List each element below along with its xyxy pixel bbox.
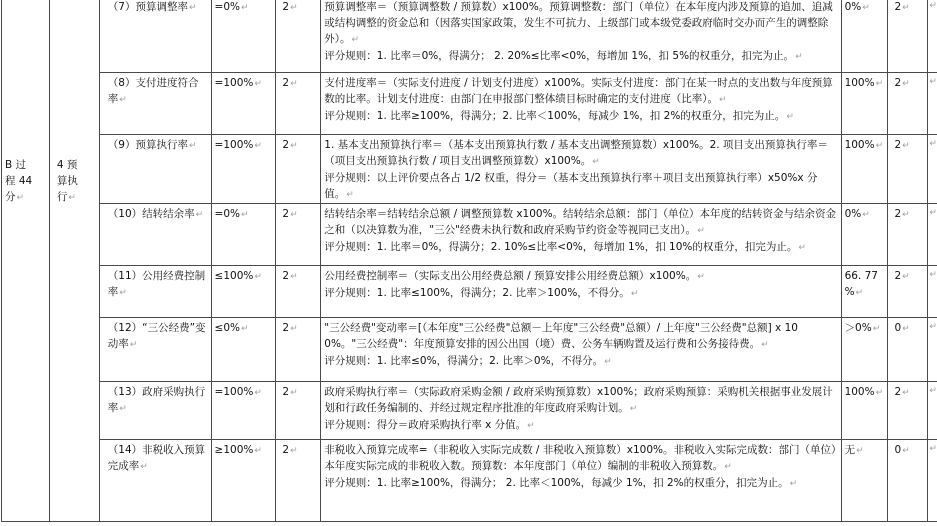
description-paragraph: [324, 239, 837, 256]
indicator-name-cell: [99, 440, 211, 522]
paragraph-mark: ↵: [697, 226, 705, 236]
indicator-name-cell: [99, 318, 211, 382]
paragraph-mark: ↵: [346, 190, 354, 200]
actual-value-text: 0%: [844, 208, 862, 220]
indicator-name-cell: [99, 382, 211, 440]
indicator-name-cell: [99, 204, 211, 266]
paragraph-mark: ↵: [254, 388, 262, 398]
standard-value-text: =100%: [214, 139, 254, 151]
paragraph-mark: ↵: [119, 288, 127, 298]
paragraph-mark: ↵: [290, 3, 298, 13]
weight-cell: [276, 135, 321, 204]
paragraph-mark: ↵: [290, 324, 298, 334]
description-cell: [321, 135, 841, 204]
table-row: [2, 204, 937, 266]
actual-value-text: 100%: [844, 77, 875, 89]
row-end-mark: ↵: [929, 208, 937, 218]
standard-value-text: ≤0%: [214, 322, 240, 334]
weight-text: 2: [282, 386, 290, 398]
paragraph-mark: ↵: [140, 462, 148, 472]
actual-value-text: ＞0%: [844, 322, 872, 334]
description-text: 预算调整率＝（预算调整数 / 预算数）x100%。预算调整数：部门（单位）在本年度内涉及预算的追加、追减或结构调整的资金总和（因落实国家政策，发生不可抗力、上级部门或本级党委政府临时交办而产生的调整除外）。: [324, 1, 833, 45]
paragraph-mark: ↵: [290, 272, 298, 282]
description-cell: [321, 318, 841, 382]
weight-text: 2: [282, 77, 290, 89]
weight-cell: [276, 73, 321, 135]
paragraph-mark: ↵: [195, 210, 204, 220]
weight-cell: [276, 440, 321, 522]
paragraph-mark: ↵: [902, 446, 910, 456]
actual-value-text: 100%: [844, 139, 875, 151]
paragraph-mark: ↵: [875, 79, 884, 89]
indicator-name-text: （10）结转结余率: [107, 208, 195, 220]
indicator-name-text: （12）“三公经费”变动率: [107, 322, 206, 350]
actual-value-cell: [841, 382, 888, 440]
paragraph-mark: ↵: [902, 324, 910, 334]
paragraph-mark: ↵: [856, 446, 864, 456]
category-cell: [2, 0, 50, 522]
score-cell: [888, 440, 928, 522]
paragraph-mark: ↵: [592, 157, 600, 167]
row-end-mark: ↵: [929, 77, 937, 87]
standard-value-cell: [211, 0, 276, 73]
row-end-mark: ↵: [929, 270, 937, 280]
paragraph-mark: ↵: [719, 95, 727, 105]
indicator-name-cell: [99, 0, 211, 73]
description-paragraph: [324, 417, 837, 434]
actual-value-cell: [841, 73, 888, 135]
description-paragraph: [324, 75, 837, 108]
score-text: 2: [894, 208, 902, 220]
description-paragraph: [324, 206, 837, 239]
standard-value-text: ≤100%: [214, 270, 254, 282]
weight-cell: [276, 318, 321, 382]
description-paragraph: [324, 320, 837, 353]
score-cell: [888, 204, 928, 266]
paragraph-mark: ↵: [241, 324, 249, 334]
paragraph-mark: ↵: [789, 479, 798, 489]
paragraph-mark: ↵: [795, 52, 803, 62]
paragraph-mark: ↵: [290, 79, 298, 89]
description-text: 非税收入预算完成率=（非税收入实际完成数 / 非税收入预算数）x100%。非税收入实际完成数：部门（单位）本年度实际完成的非税收入数。预算数：本年度部门（单位）编制的非税收入预算数。: [324, 444, 837, 472]
description-text: 评分规则：1. 比率≤0%，得满分；2. 比率＞0%，不得分。: [324, 355, 604, 367]
row-end-cell: [928, 204, 937, 266]
table-row: [2, 0, 937, 73]
paragraph-mark: ↵: [875, 141, 884, 151]
score-text: 2: [894, 139, 902, 151]
indicator-name-text: （13）政府采购执行率: [107, 386, 206, 414]
row-end-cell: [928, 266, 937, 318]
score-cell: [888, 382, 928, 440]
paragraph-mark: ↵: [902, 3, 910, 13]
description-paragraph: [324, 108, 837, 125]
paragraph-mark: ↵: [798, 243, 806, 253]
actual-value-text: 无: [844, 444, 856, 456]
weight-text: 2: [282, 444, 290, 456]
weight-text: 2: [282, 322, 290, 334]
score-text: 0: [894, 322, 902, 334]
actual-value-cell: [841, 440, 888, 522]
table-row: [2, 135, 937, 204]
score-cell: [888, 0, 928, 73]
description-cell: [321, 73, 841, 135]
paragraph-mark: ↵: [241, 210, 249, 220]
score-text: 2: [894, 270, 902, 282]
table-row: [2, 382, 937, 440]
paragraph-mark: ↵: [855, 288, 864, 298]
weight-cell: [276, 266, 321, 318]
description-paragraph: [324, 268, 837, 285]
actual-value-text: 66. 77 %: [844, 270, 878, 298]
paragraph-mark: ↵: [875, 388, 884, 398]
paragraph-mark: ↵: [188, 141, 197, 151]
paragraph-mark: ↵: [902, 388, 910, 398]
standard-value-text: =0%: [214, 1, 240, 13]
paragraph-mark: ↵: [290, 388, 298, 398]
paragraph-mark: ↵: [16, 193, 25, 203]
indicator-name-cell: [99, 73, 211, 135]
description-cell: [321, 440, 841, 522]
paragraph-mark: ↵: [254, 79, 262, 89]
indicator-name-text: （8）支付进度符合率: [107, 77, 199, 105]
row-end-cell: [928, 135, 937, 204]
description-text: "三公经费"变动率＝[（本年度"三公经费"总额－上年度"三公经费"总额）/ 上年度"三公经费"总额] x 100%。"三公经费"：年度预算安排的因公出国（境）费、公务车辆购置及运行费和公务接待费。: [324, 322, 798, 350]
indicator-name-text: （14）非税收入预算完成率: [107, 444, 206, 472]
indicator-name-text: （7）预算调整率: [107, 1, 188, 13]
actual-value-text: 0%: [844, 1, 862, 13]
weight-cell: [276, 204, 321, 266]
paragraph-mark: ↵: [862, 210, 870, 220]
description-paragraph: [324, 442, 837, 475]
paragraph-mark: ↵: [604, 357, 612, 367]
paragraph-mark: ↵: [290, 446, 298, 456]
score-cell: [888, 135, 928, 204]
row-end-cell: [928, 0, 937, 73]
paragraph-mark: ↵: [290, 141, 298, 151]
description-cell: [321, 382, 841, 440]
paragraph-mark: ↵: [902, 141, 910, 151]
description-paragraph: [324, 353, 837, 370]
description-text: 评分规则：1. 比率＝0%，得满分； 2. 20%≤比率<0%，每增加 1%，扣 5%的权重分，扣完为止。: [324, 50, 795, 62]
standard-value-cell: [211, 382, 276, 440]
weight-text: 2: [282, 270, 290, 282]
row-end-cell: [928, 73, 937, 135]
description-text: 结转结余率＝结转结余总额 / 调整预算数 x100%。结转结余总额：部门（单位）本年度的结转资金与结余资金之和（以决算数为准，"三公"经费未执行数和政府采购节约资金等视同已支出）。: [324, 208, 837, 236]
row-end-cell: [928, 382, 937, 440]
description-paragraph: [324, 0, 837, 48]
standard-value-cell: [211, 135, 276, 204]
standard-value-cell: [211, 73, 276, 135]
paragraph-mark: ↵: [697, 272, 705, 282]
weight-cell: [276, 0, 321, 73]
row-end-mark: ↵: [929, 444, 937, 454]
description-text: 公用经费控制率＝（实际支出公用经费总额 / 预算安排公用经费总额）x100%。: [324, 270, 697, 282]
description-text: 评分规则：1. 比率≥100%，得满分； 2. 比率＜100%，每减少 1%，扣 2%的权重分，扣完为止。: [324, 477, 789, 489]
actual-value-cell: [841, 135, 888, 204]
table-row: [2, 73, 937, 135]
subcategory-cell: [49, 0, 99, 522]
description-text: 支付进度率＝（实际支付进度 / 计划支付进度）x100%。实际支付进度：部门在某一时点的支出数与年度预算数的比率。计划支付进度：由部门在申报部门整体绩目标时确定的支付进度（比率）。: [324, 77, 833, 105]
table-row: [2, 266, 937, 318]
paragraph-mark: ↵: [254, 141, 262, 151]
paragraph-mark: ↵: [119, 95, 127, 105]
standard-value-text: =100%: [214, 386, 254, 398]
description-paragraph: [324, 170, 837, 203]
description-paragraph: [324, 48, 837, 65]
actual-value-cell: [841, 318, 888, 382]
paragraph-mark: ↵: [902, 210, 910, 220]
actual-value-cell: [841, 266, 888, 318]
description-text: 评分规则：1. 比率≥100%，得满分；2. 比率＜100%，每减少 1%，扣 2%的权重分，扣完为止。: [324, 110, 786, 122]
paragraph-mark: ↵: [786, 112, 794, 122]
weight-text: 2: [282, 139, 290, 151]
row-end-cell: [928, 318, 937, 382]
score-text: 2: [894, 77, 902, 89]
paragraph-mark: ↵: [902, 79, 910, 89]
paragraph-mark: ↵: [527, 421, 535, 431]
score-text: 2: [894, 386, 902, 398]
score-cell: [888, 73, 928, 135]
indicator-name-cell: [99, 135, 211, 204]
description-cell: [321, 266, 841, 318]
paragraph-mark: ↵: [862, 3, 870, 13]
paragraph-mark: ↵: [872, 324, 881, 334]
paragraph-mark: ↵: [254, 272, 262, 282]
row-end-mark: ↵: [929, 386, 937, 396]
description-text: 政府采购执行率＝（实际政府采购金额 / 政府采购预算数）x100%；政府采购预算：采购机关根据事业发展计划和行政任务编制的、并经过规定程序批准的年度政府采购计划。: [324, 386, 833, 414]
description-text: 评分规则：得分＝政府采购执行率 x 分值。: [324, 419, 527, 431]
description-text: 评分规则：1. 比率＝0%，得满分；2. 10%≤比率<0%，每增加 1%，扣 10%的权重分，扣完为止。: [324, 241, 798, 253]
description-paragraph: [324, 285, 837, 302]
row-end-mark: ↵: [929, 139, 937, 149]
row-end-mark: ↵: [929, 322, 937, 332]
description-text: 评分规则：1. 比率≤100%，得满分；2. 比率＞100%，不得分。: [324, 287, 630, 299]
score-text: 0: [894, 444, 902, 456]
row-end-mark: ↵: [929, 1, 937, 11]
description-cell: [321, 204, 841, 266]
row-end-cell: [928, 440, 937, 522]
standard-value-text: =100%: [214, 77, 254, 89]
evaluation-table: [1, 0, 937, 522]
paragraph-mark: ↵: [254, 446, 262, 456]
standard-value-cell: [211, 440, 276, 522]
table-row: [2, 318, 937, 382]
description-paragraph: [324, 384, 837, 417]
standard-value-cell: [211, 204, 276, 266]
paragraph-mark: ↵: [129, 340, 138, 350]
subcategory-label: 4 预 算执 行: [56, 159, 78, 203]
description-paragraph: [324, 475, 837, 492]
actual-value-cell: [841, 204, 888, 266]
weight-text: 2: [282, 1, 290, 13]
paragraph-mark: ↵: [902, 272, 910, 282]
paragraph-mark: ↵: [761, 340, 769, 350]
standard-value-text: =0%: [214, 208, 240, 220]
standard-value-text: ≥100%: [214, 444, 254, 456]
indicator-name-text: （9）预算执行率: [107, 139, 188, 151]
indicator-name-text: （11）公用经费控制率: [107, 270, 206, 298]
description-paragraph: [324, 137, 837, 170]
paragraph-mark: ↵: [724, 462, 732, 472]
actual-value-text: 100%: [844, 386, 875, 398]
standard-value-cell: [211, 318, 276, 382]
paragraph-mark: ↵: [630, 289, 639, 299]
paragraph-mark: ↵: [351, 35, 360, 45]
score-cell: [888, 266, 928, 318]
weight-text: 2: [282, 208, 290, 220]
paragraph-mark: ↵: [290, 210, 298, 220]
paragraph-mark: ↵: [188, 3, 197, 13]
indicator-name-cell: [99, 266, 211, 318]
actual-value-cell: [841, 0, 888, 73]
standard-value-cell: [211, 266, 276, 318]
description-text: 评分规则：以上评价要点各占 1/2 权重，得分＝（基本支出预算执行率＋项目支出预算执行率）x50%x 分值。: [324, 172, 818, 200]
description-text: 1. 基本支出预算执行率＝（基本支出预算执行数 / 基本支出调整预算数）x100%。2. 项目支出预算执行率＝（项目支出预算执行数 / 项目支出调整预算数）x100%。: [324, 139, 828, 167]
category-label: B 过 程 44 分: [5, 159, 33, 203]
table-row: [2, 440, 937, 522]
paragraph-mark: ↵: [241, 3, 249, 13]
paragraph-mark: ↵: [629, 404, 638, 414]
paragraph-mark: ↵: [119, 404, 127, 414]
score-cell: [888, 318, 928, 382]
score-text: 2: [894, 1, 902, 13]
description-cell: [321, 0, 841, 73]
weight-cell: [276, 382, 321, 440]
paragraph-mark: ↵: [68, 193, 76, 203]
